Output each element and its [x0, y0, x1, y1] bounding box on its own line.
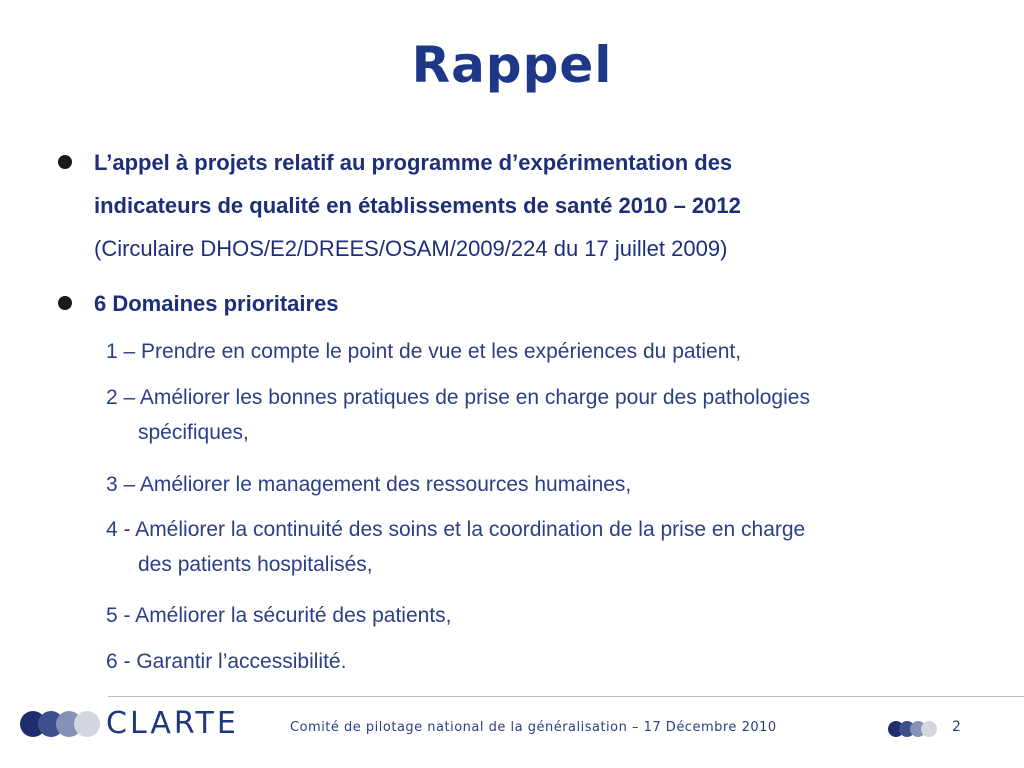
domain-text-continuation: spécifiques, [138, 421, 249, 444]
clarte-logo [20, 708, 270, 740]
bullet-dot-icon [58, 296, 72, 310]
domain-item [106, 644, 976, 679]
bullet-bold-line: 6 Domaines prioritaires [94, 291, 339, 316]
domain-text: 3 – Améliorer le management des ressources humaines, [106, 473, 632, 496]
bullet-bold-line: indicateurs de qualité en établissements de santé 2010 – 2012 [94, 193, 741, 218]
logo-dot-icon [74, 711, 100, 737]
domain-item [106, 512, 976, 582]
bullet-text [94, 282, 974, 325]
domain-text: 6 - Garantir l’accessibilité. [106, 650, 347, 673]
footer-dot-icon [921, 721, 937, 737]
bullet-dot-icon [58, 155, 72, 169]
bullet-bold-line: L’appel à projets relatif au programme d’expérimentation des [94, 150, 733, 175]
footer-caption: Comité de pilotage national de la généralisation – 17 Décembre 2010 [290, 720, 777, 735]
bullet-item [58, 282, 978, 326]
domain-item [106, 334, 976, 369]
domain-item [106, 467, 976, 502]
domain-text: 2 – Améliorer les bonnes pratiques de prise en charge pour des pathologies [106, 386, 810, 409]
bullet-normal-line: (Circulaire DHOS/E2/DREES/OSAM/2009/224 du 17 juillet 2009) [94, 236, 728, 261]
domain-text: 4 - Améliorer la continuité des soins et la coordination de la prise en charge [106, 518, 806, 541]
domain-item [106, 598, 976, 633]
bullet-text [94, 141, 974, 270]
page-number: 2 [952, 719, 961, 735]
slide-title: Rappel [411, 36, 613, 94]
bullet-item [58, 141, 978, 271]
domain-item [106, 380, 976, 450]
footer-divider [108, 696, 1024, 697]
domain-text: 1 – Prendre en compte le point de vue et les expériences du patient, [106, 340, 742, 363]
logo-wordmark: CLARTE [106, 706, 239, 741]
domain-text-continuation: des patients hospitalisés, [138, 553, 373, 576]
domain-text: 5 - Améliorer la sécurité des patients, [106, 604, 452, 627]
footer-dots [888, 720, 948, 738]
